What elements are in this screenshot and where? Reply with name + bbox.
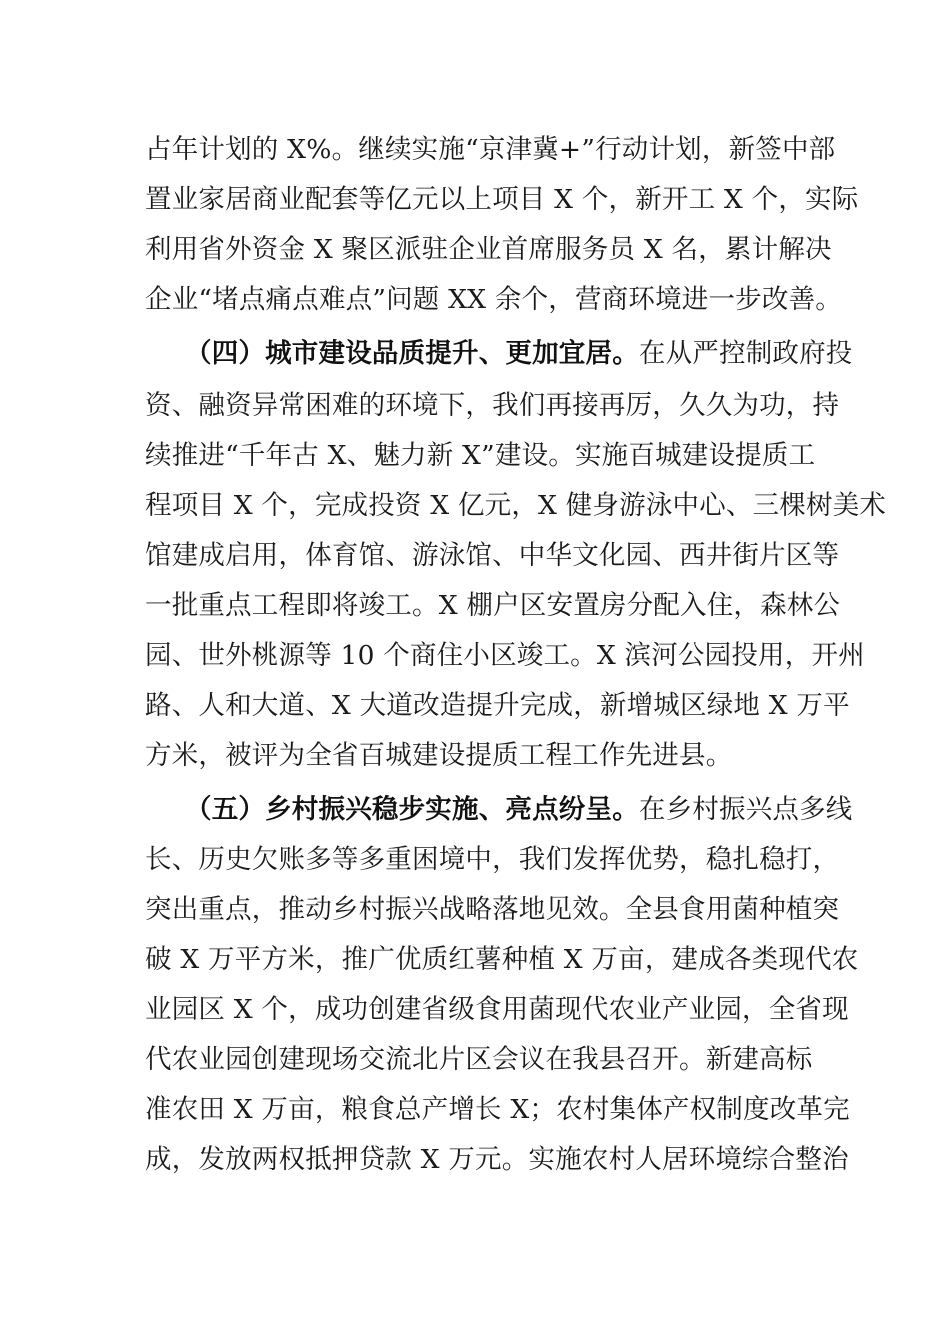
body-text-line: 续推进“千年古 X、魅力新 X”建设。实施百城建设提质工 xyxy=(145,440,816,471)
body-text-line: 代农业园创建现场交流北片区会议在我县召开。新建高标 xyxy=(145,1044,813,1075)
body-text-line: 成，发放两权抵押贷款 X 万元。实施农村人居环境综合整治 xyxy=(145,1144,849,1175)
body-text-line: 方米，被评为全省百城建设提质工程工作先进县。 xyxy=(145,740,733,771)
body-text-line: 资、融资异常困难的环境下，我们再接再厉，久久为功，持 xyxy=(145,390,840,421)
body-text-line: 业园区 X 个，成功创建省级食用菌现代农业产业园，全省现 xyxy=(145,994,849,1025)
section-heading-5: （五）乡村振兴稳步实施、亮点纷呈。 xyxy=(185,794,639,825)
body-text-line: 准农田 X 万亩，粮食总产增长 X；农村集体产权制度改革完 xyxy=(145,1094,850,1125)
body-text-line: 一批重点工程即将竣工。X 棚户区安置房分配入住，森林公 xyxy=(145,590,841,621)
body-text-line: 占年计划的 X%。继续实施“京津冀+”行动计划，新签中部 xyxy=(145,134,836,165)
body-text-line: 园、世外桃源等 10 个商住小区竣工。X 滨河公园投用，开州 xyxy=(145,640,865,671)
section-4-first-line xyxy=(185,336,853,372)
section-heading-4: （四）城市建设品质提升、更加宜居。 xyxy=(185,338,639,369)
body-text-line: 企业“堵点痛点难点”问题 XX 余个，营商环境进一步改善。 xyxy=(145,284,842,315)
body-text-line: 长、历史欠账多等多重困境中，我们发挥优势，稳扎稳打， xyxy=(145,844,840,875)
body-text-line: 馆建成启用，体育馆、游泳馆、中华文化园、西井街片区等 xyxy=(145,540,840,571)
body-text-line: 程项目 X 个，完成投资 X 亿元，X 健身游泳中心、三棵树美术 xyxy=(145,490,887,521)
body-text-line: 路、人和大道、X 大道改造提升完成，新增城区绿地 X 万平 xyxy=(145,690,850,721)
section-5-first-line xyxy=(185,792,853,828)
body-text-line: 突出重点，推动乡村振兴战略落地见效。全县食用菌种植突 xyxy=(145,894,840,925)
body-text-span: 在乡村振兴点多线 xyxy=(638,794,853,825)
body-text-span: 在从严控制政府投 xyxy=(638,338,853,369)
body-text-line: 置业家居商业配套等亿元以上项目 X 个，新开工 X 个，实际 xyxy=(145,184,859,215)
body-text-line: 利用省外资金 X 聚区派驻企业首席服务员 X 名，累计解决 xyxy=(145,234,832,265)
body-text-line: 破 X 万平方米，推广优质红薯种植 X 万亩，建成各类现代农 xyxy=(145,944,859,975)
